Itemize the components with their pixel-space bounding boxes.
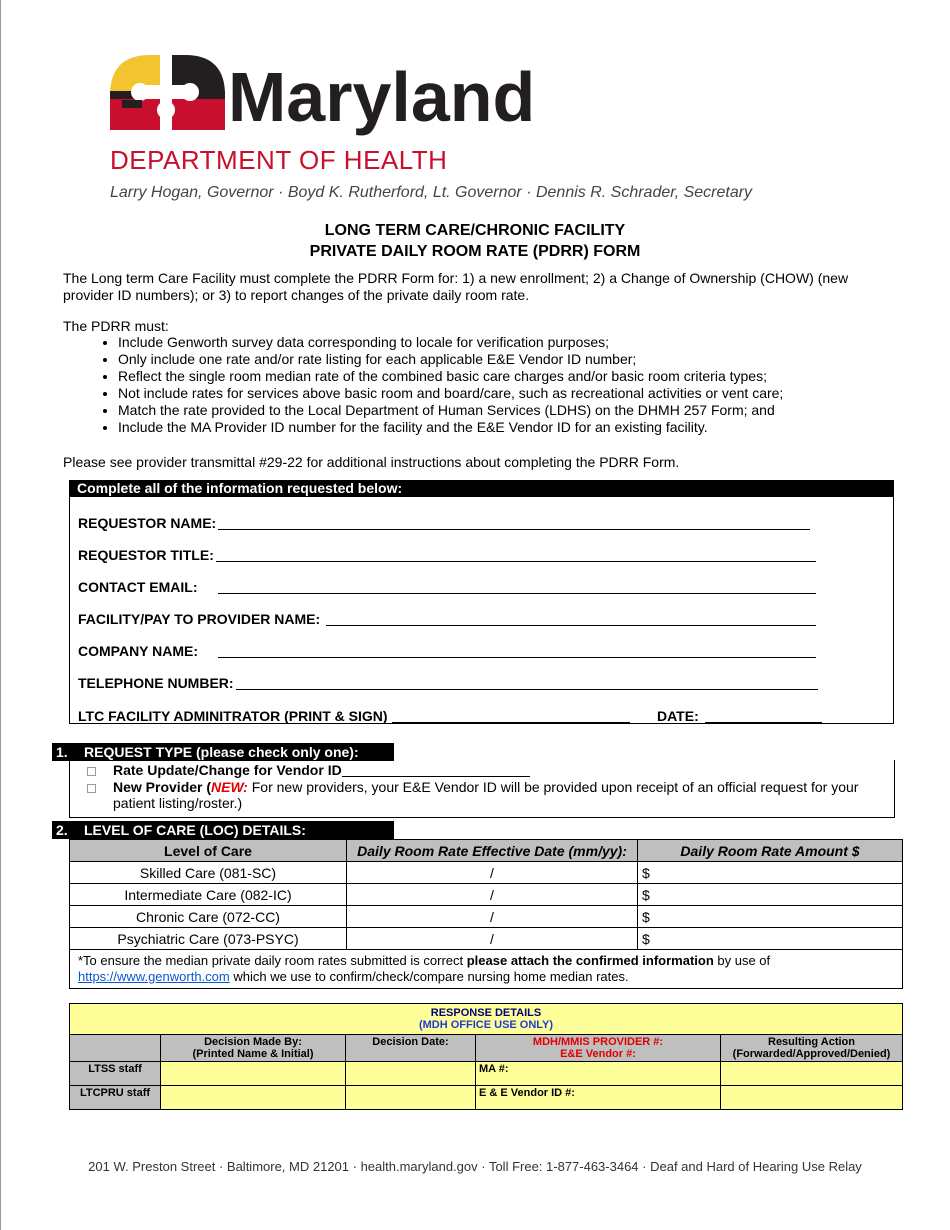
ltss-decision-by[interactable] (161, 1062, 346, 1086)
form-title-line2: PRIVATE DAILY ROOM RATE (PDRR) FORM (309, 243, 641, 260)
facility-name-field[interactable] (326, 625, 816, 626)
officials-line: Larry Hogan, Governor · Boyd K. Rutherford, Lt. Governor · Dennis R. Schrader, Secretary (110, 184, 753, 201)
loc-header (52, 821, 394, 839)
ltcpru-decision-by[interactable] (161, 1086, 346, 1110)
requirements-list (63, 334, 938, 436)
requestor-name-label: REQUESTOR NAME: (78, 515, 217, 531)
response-table (69, 1003, 903, 1110)
rate-update-option (113, 762, 342, 778)
action-label: Resulting Action (768, 1036, 855, 1048)
response-header-row (70, 1035, 903, 1062)
footer-address: 201 W. Preston Street · Baltimore, MD 21201 · health.maryland.gov · Toll Free: 1-877-463-3464 · Deaf and Hard of Hearing Use Relay (88, 1159, 862, 1174)
loc-table (69, 839, 903, 950)
table-row (70, 928, 903, 950)
list-item: • Only include one rate and/or rate listing for each applicable E&E Vendor ID number; (118, 351, 938, 368)
level-cell: Intermediate Care (082-IC) (70, 884, 347, 906)
contact-email-field[interactable] (218, 593, 816, 594)
table-row (70, 862, 903, 884)
amount-cell[interactable]: $ (638, 862, 903, 884)
maryland-flag-logo (110, 55, 225, 130)
contact-email-label: CONTACT EMAIL: (78, 579, 198, 595)
administrator-label: LTC FACILITY ADMINITRATOR (PRINT & SIGN) (78, 708, 388, 724)
rate-update-label: Rate Update/Change for Vendor ID (113, 762, 342, 778)
new-provider-label: New Provider ( (113, 779, 212, 795)
decision-date-header: Decision Date: (346, 1035, 476, 1062)
ltss-label: LTSS staff (70, 1062, 161, 1086)
date-label: DATE: (657, 708, 699, 724)
date-cell[interactable]: / (347, 906, 638, 928)
date-cell[interactable]: / (347, 884, 638, 906)
response-title-cell (70, 1004, 903, 1035)
response-title: RESPONSE DETAILS (430, 1007, 542, 1019)
brand-name: Maryland (228, 58, 536, 136)
level-cell: Psychiatric Care (073-PSYC) (70, 928, 347, 950)
date-field[interactable] (705, 722, 822, 723)
facility-name-label: FACILITY/PAY TO PROVIDER NAME: (78, 611, 321, 627)
company-name-label: COMPANY NAME: (78, 643, 199, 659)
decision-by-sublabel: (Printed Name & Initial) (192, 1048, 314, 1060)
note-text-post: which we use to confirm/check/compare nursing home median rates. (229, 969, 629, 984)
telephone-label: TELEPHONE NUMBER: (78, 675, 234, 691)
new-badge: NEW: (211, 779, 248, 795)
section-number: 2. (56, 822, 68, 838)
ltcpru-decision-date[interactable] (346, 1086, 476, 1110)
new-provider-checkbox[interactable] (87, 784, 96, 793)
section-number: 1. (56, 744, 68, 760)
requestor-name-field[interactable] (218, 529, 810, 530)
list-item: • Not include rates for services above basic room and board/care, such as recreational activities or vent care; (118, 385, 938, 402)
provider-header (476, 1035, 721, 1062)
section-title: REQUEST TYPE (please check only one): (84, 744, 359, 760)
amount-cell[interactable]: $ (638, 884, 903, 906)
intro-paragraph: The Long term Care Facility must complete the PDRR Form for: 1) a new enrollment; 2) a Change of Ownership (CHOW) (new provider ID numbers); or 3) to report changes of the private daily room rate. (63, 270, 849, 303)
administrator-field[interactable] (392, 722, 630, 723)
new-provider-text: For new providers, your E&E Vendor ID will be provided upon receipt of an official request for your (247, 779, 859, 795)
page-edge (0, 0, 1, 1230)
col-effective-date: Daily Room Rate Effective Date (mm/yy): (347, 840, 638, 862)
level-cell: Chronic Care (072-CC) (70, 906, 347, 928)
ltcpru-label: LTCPRU staff (70, 1086, 161, 1110)
date-cell[interactable]: / (347, 862, 638, 884)
ltss-decision-date[interactable] (346, 1062, 476, 1086)
new-provider-text-2: patient listing/roster.) (113, 795, 243, 811)
requestor-title-field[interactable] (216, 561, 816, 562)
table-row (70, 1086, 903, 1110)
ltcpru-action[interactable] (721, 1086, 903, 1110)
vendor-label: E&E Vendor #: (560, 1048, 636, 1060)
blank-header (70, 1035, 161, 1062)
amount-cell[interactable]: $ (638, 906, 903, 928)
note-text-mid: by use of (713, 953, 771, 968)
col-level-of-care: Level of Care (70, 840, 347, 862)
list-item: • Include the MA Provider ID number for the facility and the E&E Vendor ID for an existing facility. (118, 419, 938, 436)
action-sublabel: (Forwarded/Approved/Denied) (732, 1048, 891, 1060)
decision-by-header (161, 1035, 346, 1062)
ma-number-cell[interactable]: MA #: (476, 1062, 721, 1086)
level-cell: Skilled Care (081-SC) (70, 862, 347, 884)
provider-label: MDH/MMIS PROVIDER #: (532, 1036, 664, 1048)
col-rate-amount: Daily Room Rate Amount $ (638, 840, 903, 862)
genworth-note (69, 950, 903, 989)
table-row (70, 884, 903, 906)
amount-cell[interactable]: $ (638, 928, 903, 950)
list-item: • Match the rate provided to the Local Department of Human Services (LDHS) on the DHMH 257 Form; and (118, 402, 938, 419)
note-text: *To ensure the median private daily room rates submitted is correct (78, 953, 467, 968)
response-title-row (70, 1004, 903, 1035)
ee-vendor-cell[interactable]: E & E Vendor ID #: (476, 1086, 721, 1110)
table-header-row (70, 840, 903, 862)
date-cell[interactable]: / (347, 928, 638, 950)
requestor-title-label: REQUESTOR TITLE: (78, 547, 214, 563)
response-subtitle: (MDH OFFICE USE ONLY) (418, 1019, 554, 1031)
must-heading: The PDRR must: (63, 318, 169, 334)
transmittal-note: Please see provider transmittal #29-22 for additional instructions about completing the PDRR Form. (63, 454, 680, 470)
decision-by-label: Decision Made By: (204, 1036, 302, 1048)
company-name-field[interactable] (218, 657, 816, 658)
new-provider-option (113, 779, 873, 811)
ltss-action[interactable] (721, 1062, 903, 1086)
table-row (70, 1062, 903, 1086)
telephone-field[interactable] (236, 689, 818, 690)
note-bold: please attach the confirmed information (466, 953, 714, 968)
list-item: • Include Genworth survey data corresponding to locale for verification purposes; (118, 334, 938, 351)
table-row (70, 906, 903, 928)
genworth-link[interactable]: https://www.genworth.com (78, 969, 230, 984)
rate-update-checkbox[interactable] (87, 767, 96, 776)
info-heading: Complete all of the information requested below: (69, 480, 894, 497)
section-title: LEVEL OF CARE (LOC) DETAILS: (84, 822, 306, 838)
department-name: DEPARTMENT OF HEALTH (110, 145, 448, 175)
request-type-header (52, 743, 394, 761)
form-title-line1: LONG TERM CARE/CHRONIC FACILITY (324, 222, 626, 239)
list-item: • Reflect the single room median rate of the combined basic care charges and/or basic room criteria types; (118, 368, 938, 385)
action-header (721, 1035, 903, 1062)
vendor-id-field[interactable] (342, 776, 530, 777)
